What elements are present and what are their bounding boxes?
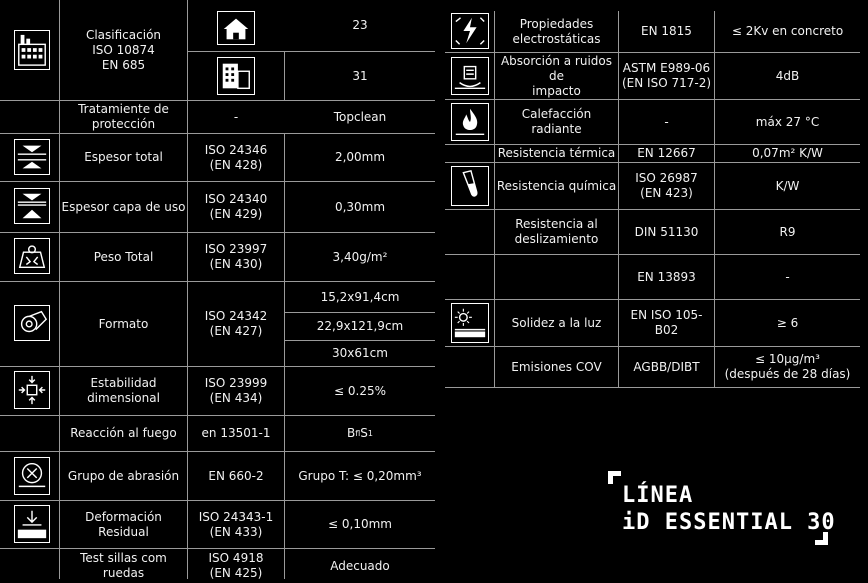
slip-resistance-norm-en: EN 13893 — [637, 269, 696, 284]
impact-sound-icon — [451, 57, 489, 95]
light-fastness-label: Solidez a la luz — [511, 315, 602, 330]
voc-emissions-label: Emisiones COV — [511, 359, 602, 374]
light-fastness-value: ≥ 6 — [776, 315, 799, 330]
brand-line-1: LÍNEA — [622, 483, 694, 508]
weight-label: Peso Total — [93, 249, 154, 264]
fire-class-smoke: S — [360, 426, 368, 440]
format-label: Formato — [98, 316, 149, 331]
brand-corner-top-left — [608, 471, 621, 484]
dimensional-stability-norm: ISO 23999 (EN 434) — [204, 376, 268, 405]
fire-class-sub-1: 1 — [367, 429, 373, 438]
voc-emissions-value: ≤ 10µg/m³ (después de 28 días) — [724, 352, 851, 381]
total-thickness-norm: ISO 24346 (EN 428) — [204, 142, 268, 172]
abrasion-norm: EN 660-2 — [208, 468, 264, 483]
castor-chair-label: Test sillas com ruedas — [80, 551, 167, 580]
residual-deformation-label: Deformación Residual — [85, 509, 162, 539]
slip-resistance-value-en: - — [785, 269, 790, 284]
abrasion-icon — [14, 457, 50, 495]
light-fastness-norm: EN ISO 105-B02 — [630, 308, 703, 337]
weight-icon — [14, 238, 50, 274]
total-thickness-label: Espesor total — [84, 150, 163, 164]
radiant-heating-icon — [451, 103, 489, 141]
dimensional-stability-value: ≤ 0.25% — [334, 383, 386, 398]
wear-layer-label: Espesor capa de uso — [61, 199, 186, 214]
impact-sound-norm: ASTM E989-06 (EN ISO 717-2) — [621, 61, 712, 90]
treatment-norm: - — [233, 109, 239, 124]
chemical-resistance-norm: ISO 26987 (EN 423) — [635, 171, 698, 200]
fire-reaction-value — [285, 416, 435, 451]
impact-sound-label: Absorción a ruidos de impacto — [500, 53, 613, 98]
radiant-heating-label: Calefacción radiante — [521, 107, 592, 136]
total-thickness-value: 2,00mm — [334, 150, 386, 164]
treatment-label: Tratamiente de protección — [78, 102, 169, 131]
slip-resistance-value-din: R9 — [779, 224, 796, 239]
fire-reaction-label: Reacción al fuego — [70, 426, 177, 440]
castor-chair-norm: ISO 4918 (EN 425) — [208, 551, 264, 580]
fire-class-main: B — [347, 426, 356, 440]
electrostatic-norm: EN 1815 — [641, 24, 692, 38]
format-value-2: 22,9x121,9cm — [316, 319, 404, 333]
clasificacion-label: Clasificación ISO 10874 EN 685 — [85, 27, 162, 72]
electrostatic-value: ≤ 2Kv en concreto — [731, 24, 844, 38]
class-value-commercial: 31 — [352, 68, 368, 83]
chemical-resistance-value: K/W — [775, 178, 800, 193]
radiant-heating-norm: - — [664, 114, 669, 129]
residual-deformation-norm: ISO 24343-1 (EN 433) — [198, 509, 274, 539]
voc-emissions-norm: AGBB/DIBT — [633, 359, 700, 374]
residual-deformation-value: ≤ 0,10mm — [328, 517, 392, 531]
thermal-resistance-value: 0,07m² K/W — [752, 146, 823, 160]
light-fastness-icon — [451, 303, 489, 343]
abrasion-label: Grupo de abrasión — [67, 468, 180, 483]
treatment-value: Topclean — [333, 109, 387, 124]
castor-chair-value: Adecuado — [330, 558, 390, 573]
slip-resistance-label: Resistencia al deslizamiento — [514, 217, 599, 246]
roll-format-icon — [14, 305, 50, 341]
test-tube-icon — [451, 166, 489, 206]
electrostatic-icon — [451, 13, 489, 49]
thermal-resistance-norm: EN 12667 — [637, 146, 696, 160]
format-value-1: 15,2x91,4cm — [320, 289, 400, 304]
building-icon — [217, 57, 255, 95]
abrasion-value: Grupo T: ≤ 0,20mm³ — [298, 468, 422, 483]
wear-layer-norm: ISO 24340 (EN 429) — [204, 192, 268, 221]
weight-norm: ISO 23997 (EN 430) — [204, 242, 268, 271]
weight-value: 3,40g/m² — [332, 249, 388, 264]
brand-corner-bottom-right — [815, 532, 828, 545]
chemical-resistance-label: Resistencia química — [496, 178, 617, 193]
slip-resistance-norm-din: DIN 51130 — [634, 224, 699, 239]
dimensional-stability-icon — [14, 371, 50, 409]
brand-line-2: iD ESSENTIAL 30 — [622, 510, 836, 535]
radiant-heating-value: máx 27 °C — [755, 114, 820, 129]
house-icon — [217, 11, 255, 45]
wear-layer-value: 0,30mm — [334, 199, 386, 214]
factory-icon — [14, 30, 50, 70]
fire-class-sub-fl: fl — [355, 429, 361, 438]
electrostatic-label: Propiedades electrostáticas — [512, 16, 601, 46]
class-value-residential: 23 — [352, 18, 368, 32]
dimensional-stability-label: Estabilidad dimensional — [87, 376, 160, 405]
residual-indentation-icon — [14, 505, 50, 543]
format-norm: ISO 24342 (EN 427) — [204, 309, 268, 338]
impact-sound-value: 4dB — [775, 68, 800, 83]
wear-layer-icon — [14, 188, 50, 224]
thermal-resistance-label: Resistencia térmica — [497, 146, 616, 160]
format-value-3: 30x61cm — [332, 346, 388, 360]
total-thickness-icon — [14, 139, 50, 175]
fire-reaction-norm: en 13501-1 — [201, 426, 271, 440]
